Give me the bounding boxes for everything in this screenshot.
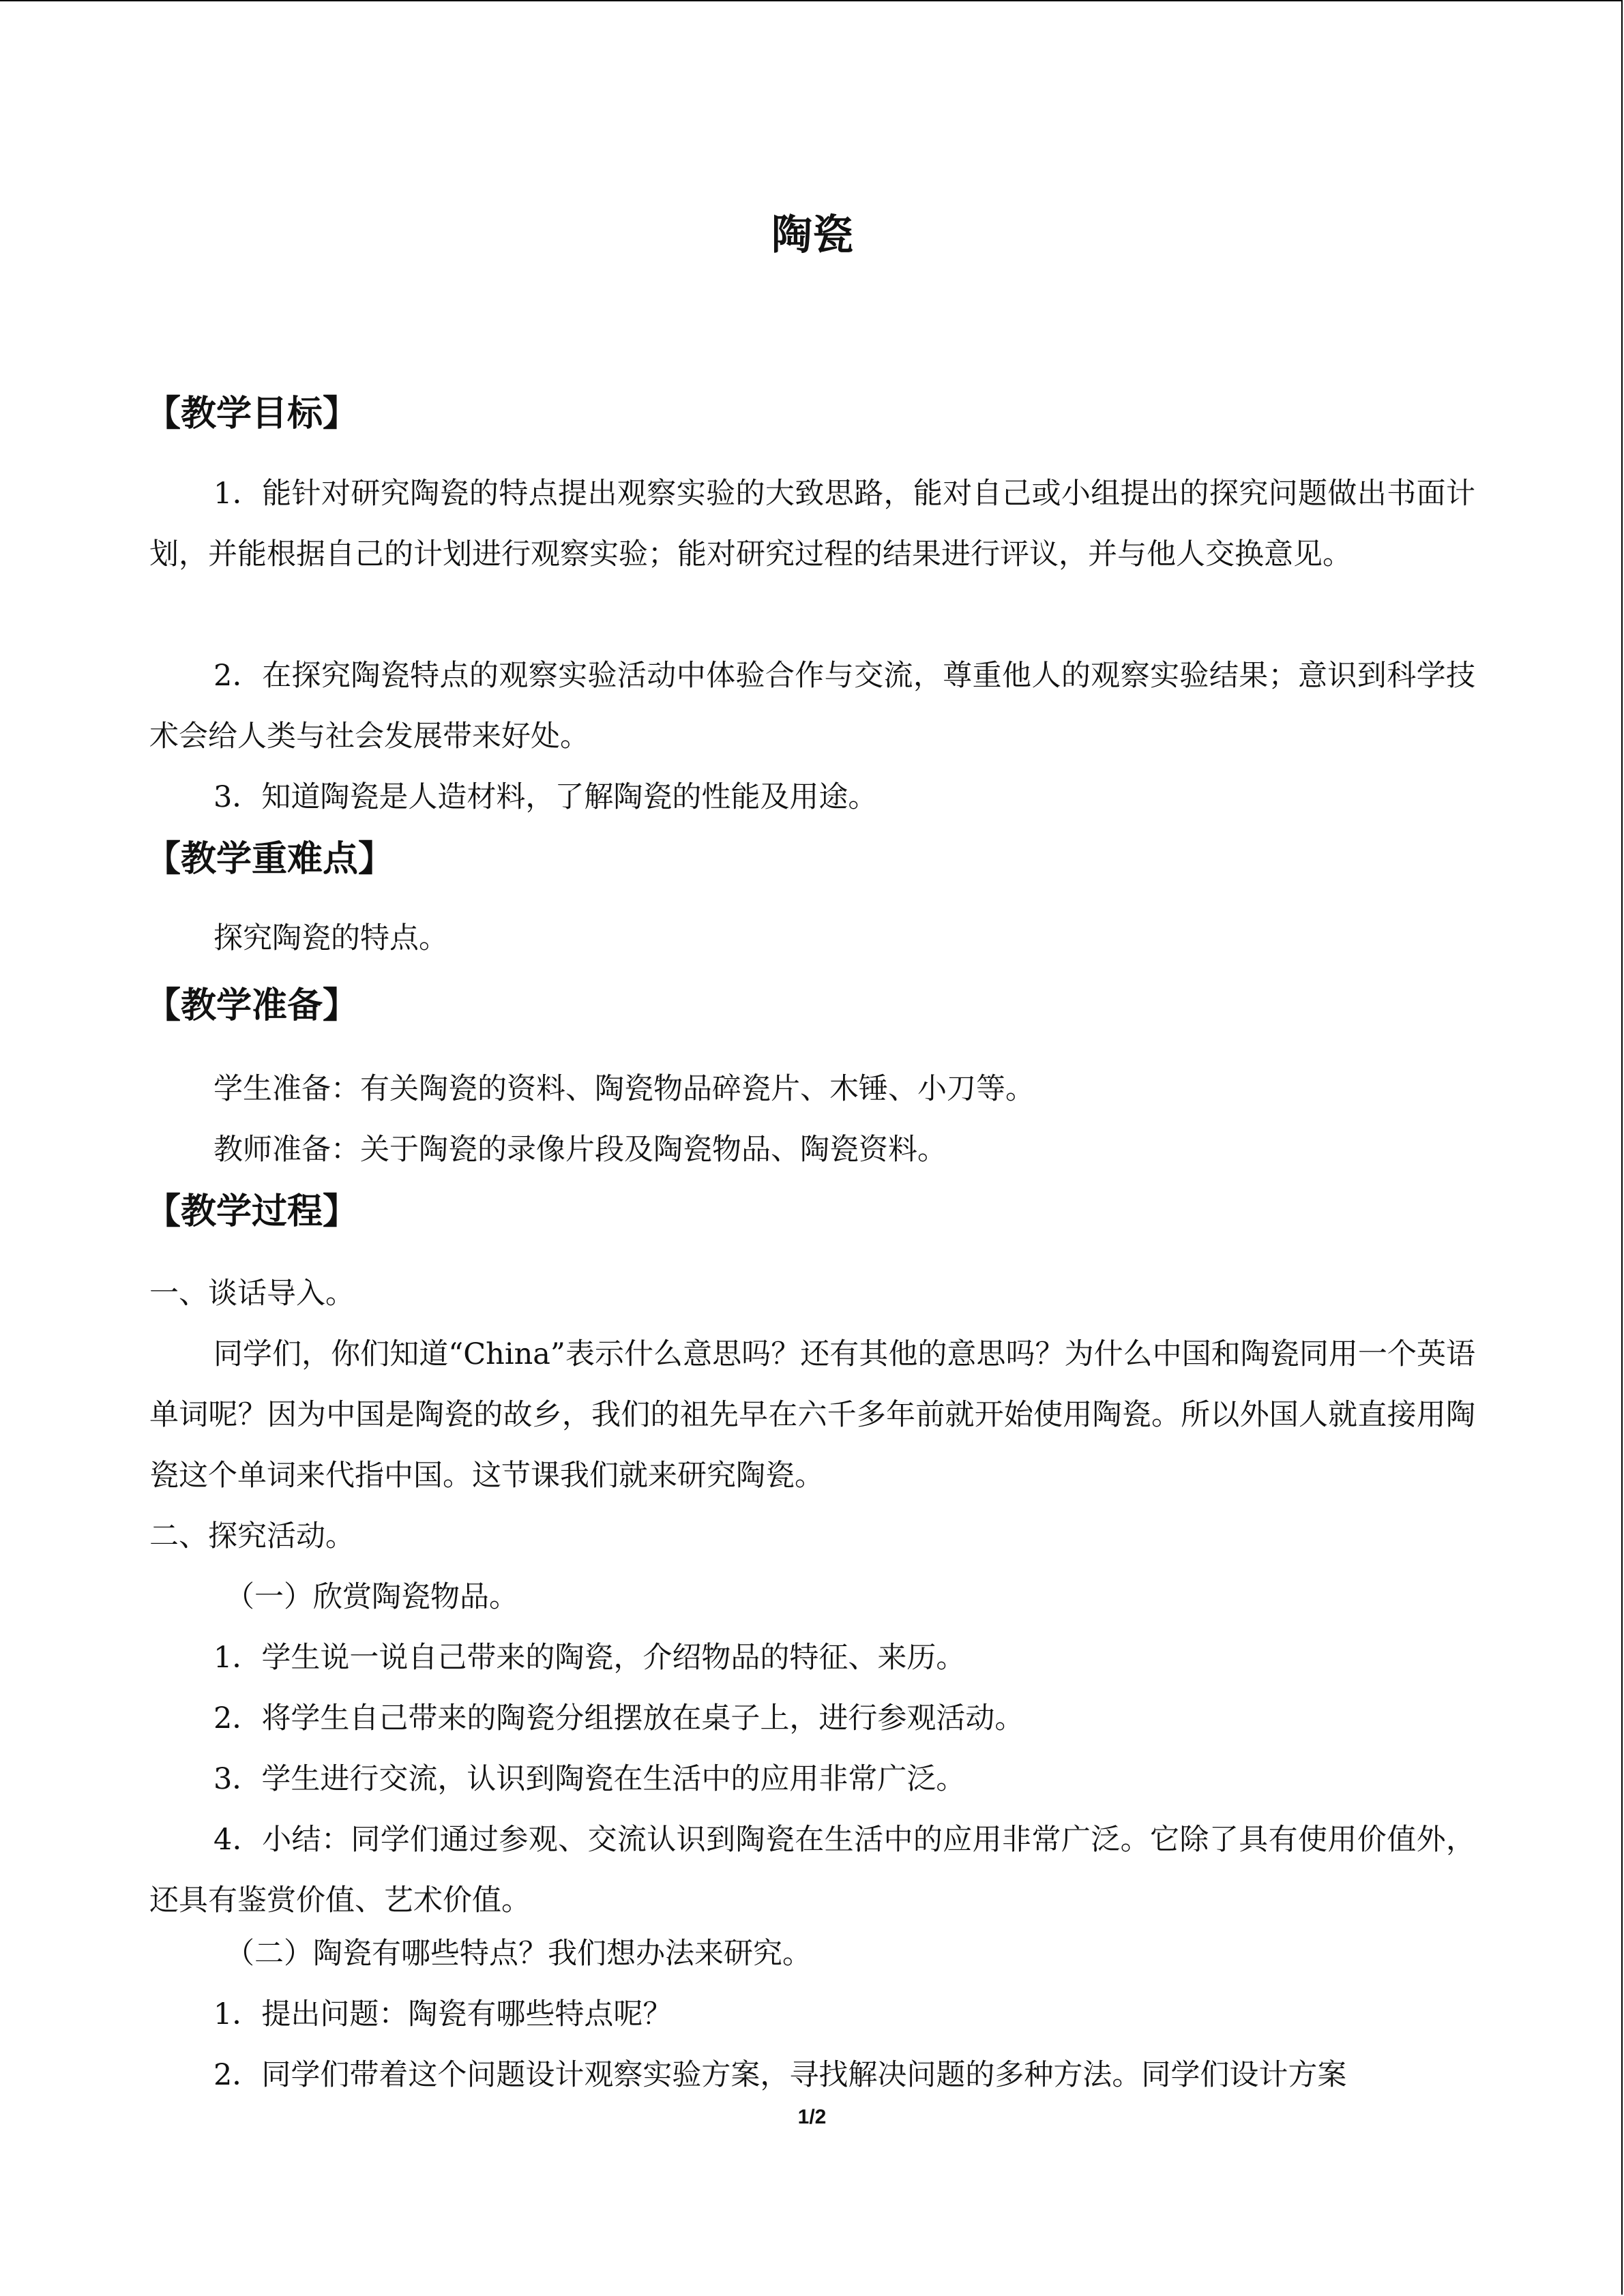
process-part1-title: 一、谈话导入。 xyxy=(149,1277,355,1311)
heading-process: 【教学过程】 xyxy=(145,1191,359,1232)
key-points-text: 探究陶瓷的特点。 xyxy=(213,921,448,955)
teacher-preparation: 教师准备：关于陶瓷的录像片段及陶瓷物品、陶瓷资料。 xyxy=(213,1133,947,1167)
sub2-item-2: 2．同学们带着这个问题设计观察实验方案，寻找解决问题的多种方法。同学们设计方案 xyxy=(213,2058,1347,2092)
goal-item-3: 3．知道陶瓷是人造材料，了解陶瓷的性能及用途。 xyxy=(213,780,878,814)
sub1-item-4: 4．小结：同学们通过参观、交流认识到陶瓷在生活中的应用非常广泛。它除了具有使用价值外，还具有鉴赏价值、艺术价值。 xyxy=(149,1823,1475,1918)
heading-key-points: 【教学重难点】 xyxy=(145,838,394,880)
sub1-item-3: 3．学生进行交流，认识到陶瓷在生活中的应用非常广泛。 xyxy=(213,1762,966,1796)
process-part1-text: 同学们，你们知道“China”表示什么意思吗？还有其他的意思吗？为什么中国和陶瓷同用一个英语单词呢？因为中国是陶瓷的故乡，我们的祖先早在六千多年前就开始使用陶瓷。所以外国人就直接用陶瓷这个单词来代指中国。这节课我们就来研究陶瓷。 xyxy=(149,1337,1475,1493)
goal-item-1: 1．能针对研究陶瓷的特点提出观察实验的大致思路，能对自己或小组提出的探究问题做出书面计划，并能根据自己的计划进行观察实验；能对研究过程的结果进行评议，并与他人交换意见。 xyxy=(149,477,1475,571)
sub1-item-2: 2．将学生自己带来的陶瓷分组摆放在桌子上，进行参观活动。 xyxy=(213,1701,1024,1735)
sub2-item-1: 1．提出问题：陶瓷有哪些特点呢？ xyxy=(213,1997,673,2031)
page-number: 1/2 xyxy=(797,2106,827,2128)
page-title: 陶瓷 xyxy=(771,211,853,259)
heading-teaching-goals: 【教学目标】 xyxy=(145,393,359,434)
sub1-item-1: 1．学生说一说自己带来的陶瓷，介绍物品的特征、来历。 xyxy=(213,1641,966,1675)
process-part2-title: 二、探究活动。 xyxy=(149,1519,355,1553)
goal-item-2: 2．在探究陶瓷特点的观察实验活动中体验合作与交流，尊重他人的观察实验结果；意识到科学技术会给人类与社会发展带来好处。 xyxy=(149,659,1475,754)
heading-preparation: 【教学准备】 xyxy=(145,985,359,1026)
sub1-title: （一）欣赏陶瓷物品。 xyxy=(225,1580,518,1614)
student-preparation: 学生准备：有关陶瓷的资料、陶瓷物品碎瓷片、木锤、小刀等。 xyxy=(213,1072,1035,1106)
sub2-title: （二）陶瓷有哪些特点？我们想办法来研究。 xyxy=(225,1937,812,1971)
